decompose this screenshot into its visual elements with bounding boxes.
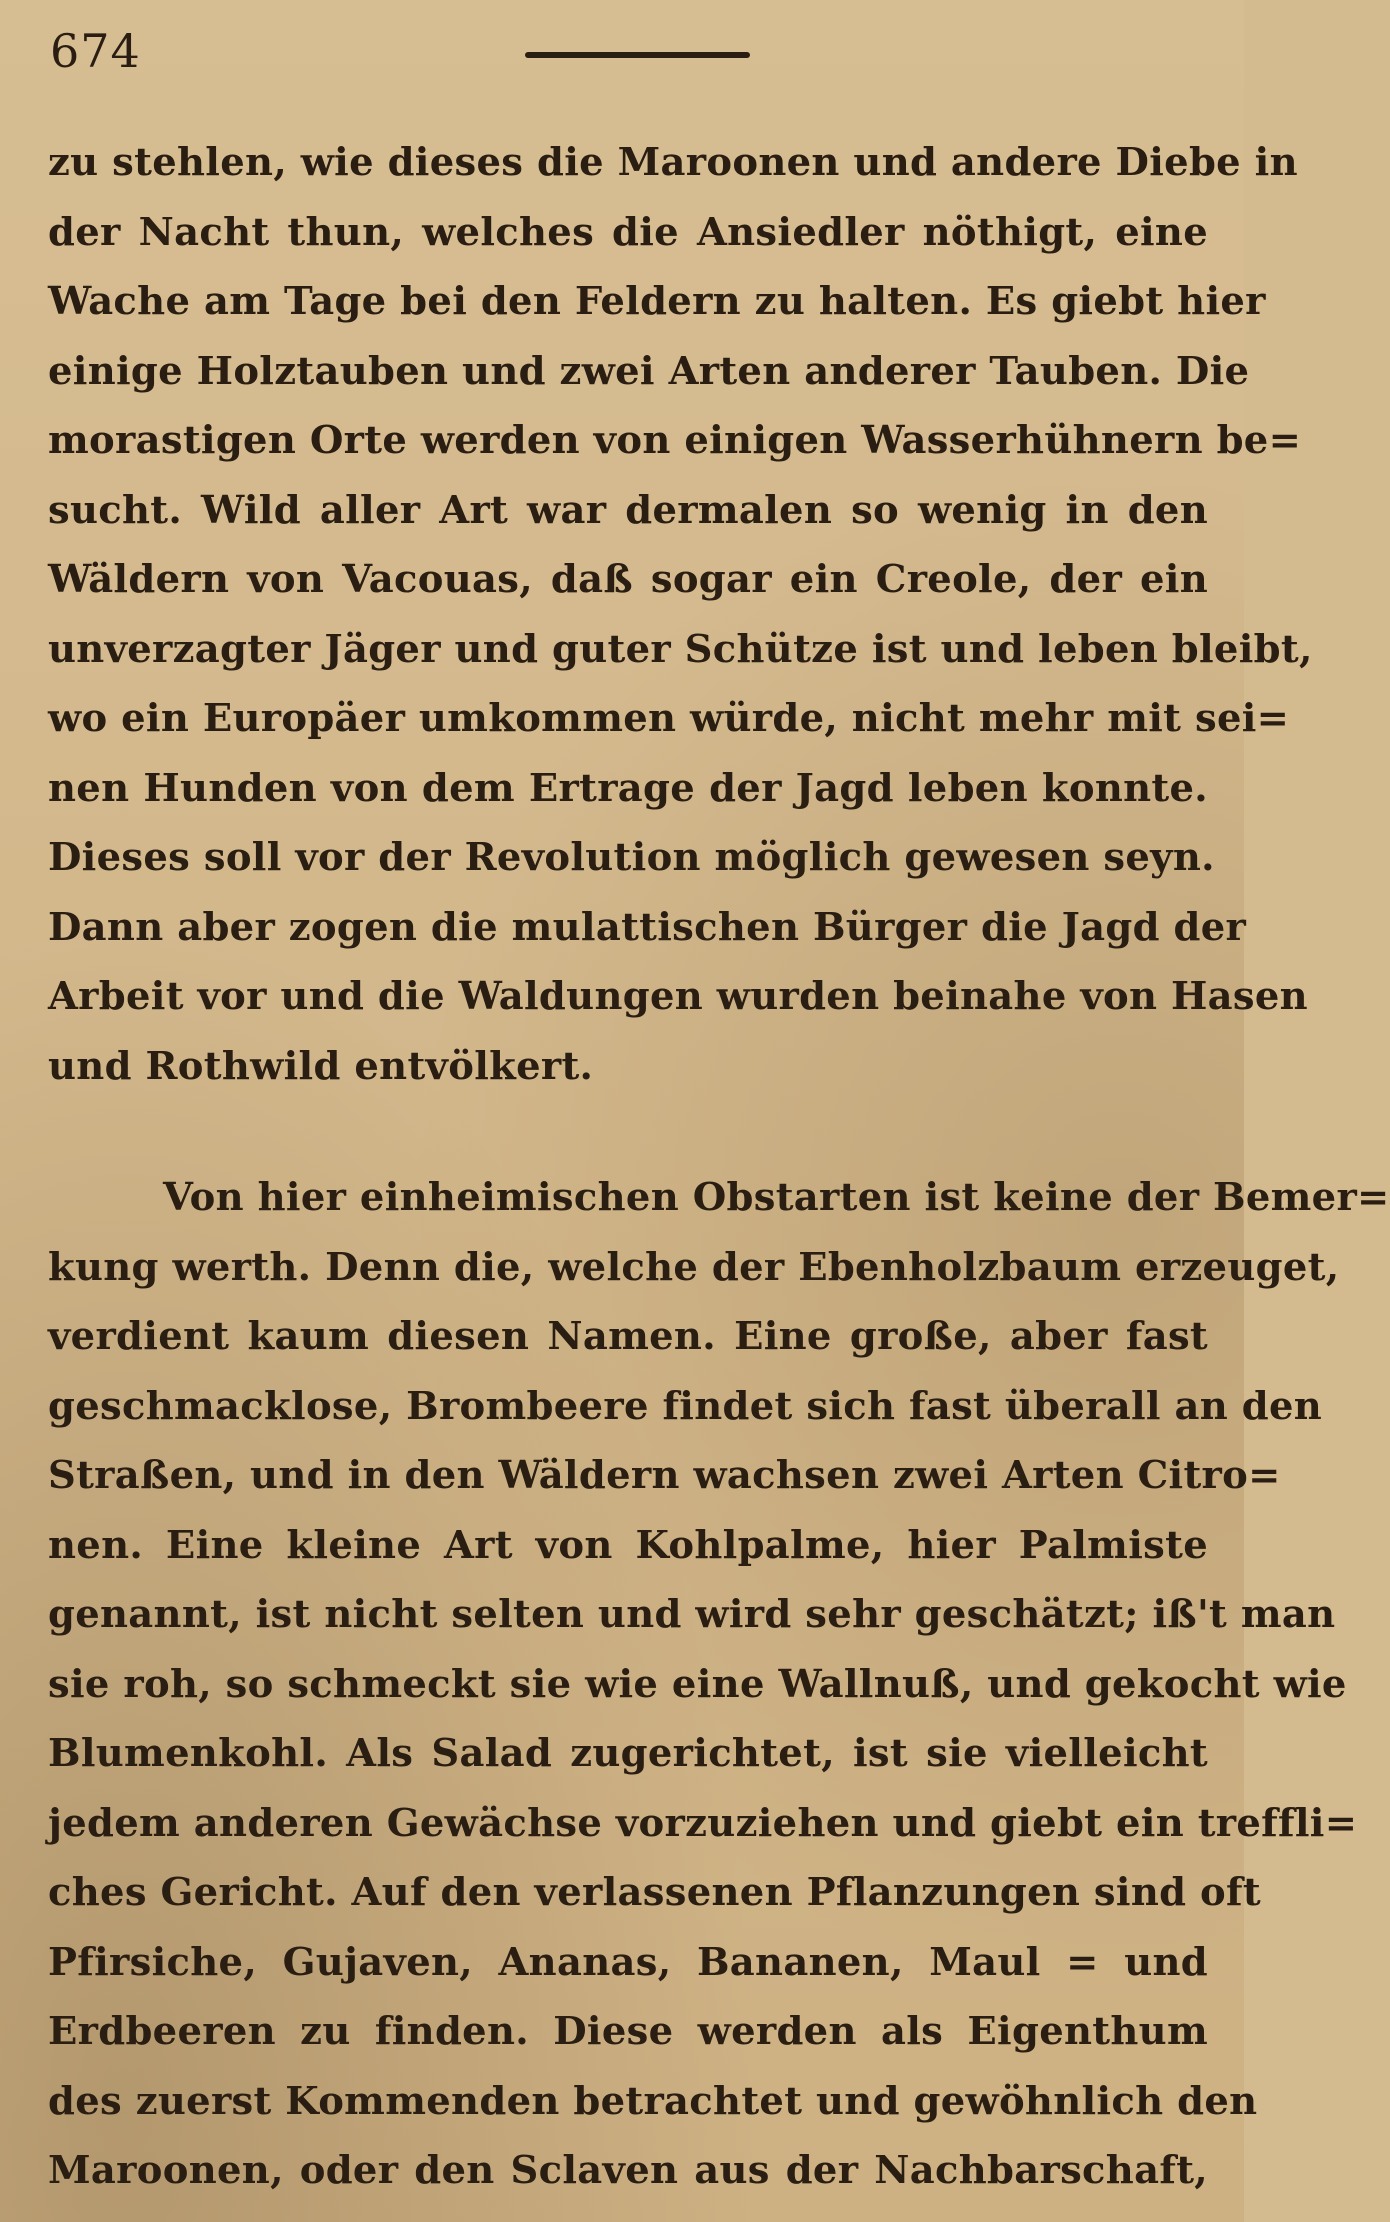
text-line: sie roh, so schmeckt sie wie eine Wallnuß, und gekocht wie (48, 1661, 1347, 1707)
text-line: wo ein Europäer umkommen würde, nicht mehr mit sei= (48, 696, 1290, 741)
text-line: Erdbeeren zu finden. Diese werden als Eigenthum (48, 2009, 1208, 2054)
text-line: nen. Eine kleine Art von Kohlpalme, hier Palmiste (48, 1522, 1208, 1568)
paragraph-2 (48, 1163, 1390, 2206)
page-header (50, 18, 1204, 88)
text-line: und Rothwild entvölkert. (48, 1043, 594, 1089)
text-line: einige Holztauben und zwei Arten anderer Tauben. Die (48, 348, 1250, 394)
text-line: verdient kaum diesen Namen. Eine große, aber fast (48, 1314, 1208, 1359)
text-line: der Nacht thun, welches die Ansiedler nöthigt, eine (48, 209, 1208, 255)
text-line: kung werth. Denn die, welche der Ebenholzbaum erzeuget, (48, 1244, 1340, 1290)
text-line: Maroonen, oder den Sclaven aus der Nachbarschaft, (48, 2148, 1208, 2193)
paragraph-spacer (48, 1101, 1208, 1163)
text-line: nen Hunden von dem Ertrage der Jagd leben konnte. (48, 765, 1208, 811)
text-line: genannt, ist nicht selten und wird sehr geschätzt; iß't man (48, 1592, 1336, 1637)
text-line: Von hier einheimischen Obstarten ist keine der Bemer= (163, 1175, 1390, 1220)
text-line: des zuerst Kommenden betrachtet und gewöhnlich den (48, 2078, 1258, 2124)
text-line: zu stehlen, wie dieses die Maroonen und andere Diebe in (48, 140, 1298, 185)
paragraph-1 (48, 128, 1313, 1101)
text-line: Wache am Tage bei den Feldern zu halten. Es giebt hier (48, 279, 1266, 324)
body-text (48, 128, 1390, 2206)
text-line: jedem anderen Gewächse vorzuziehen und giebt ein treffli= (48, 1800, 1358, 1846)
text-line: Straßen, und in den Wäldern wachsen zwei Arten Citro= (48, 1453, 1281, 1498)
text-line: Dieses soll vor der Revolution möglich gewesen seyn. (48, 835, 1215, 880)
text-line: unverzagter Jäger und guter Schütze ist und leben bleibt, (48, 626, 1313, 672)
text-line: Dann aber zogen die mulattischen Bürger die Jagd der (48, 904, 1247, 950)
text-line: Wäldern von Vacouas, daß sogar ein Creole, der ein (48, 557, 1208, 602)
text-line: morastigen Orte werden von einigen Wasserhühnern be= (48, 418, 1302, 463)
page-number: 674 (50, 24, 141, 78)
text-line: geschmacklose, Brombeere findet sich fast überall an den (48, 1383, 1323, 1429)
header-rule (525, 52, 750, 58)
text-line: ches Gericht. Auf den verlassenen Pflanzungen sind oft (48, 1870, 1261, 1915)
text-line: Arbeit vor und die Waldungen wurden beinahe von Hasen (48, 974, 1308, 1019)
text-line: Blumenkohl. Als Salad zugerichtet, ist sie vielleicht (48, 1731, 1208, 1776)
text-line: sucht. Wild aller Art war dermalen so wenig in den (48, 487, 1208, 533)
text-line: Pfirsiche, Gujaven, Ananas, Bananen, Maul = und (48, 1939, 1208, 1985)
